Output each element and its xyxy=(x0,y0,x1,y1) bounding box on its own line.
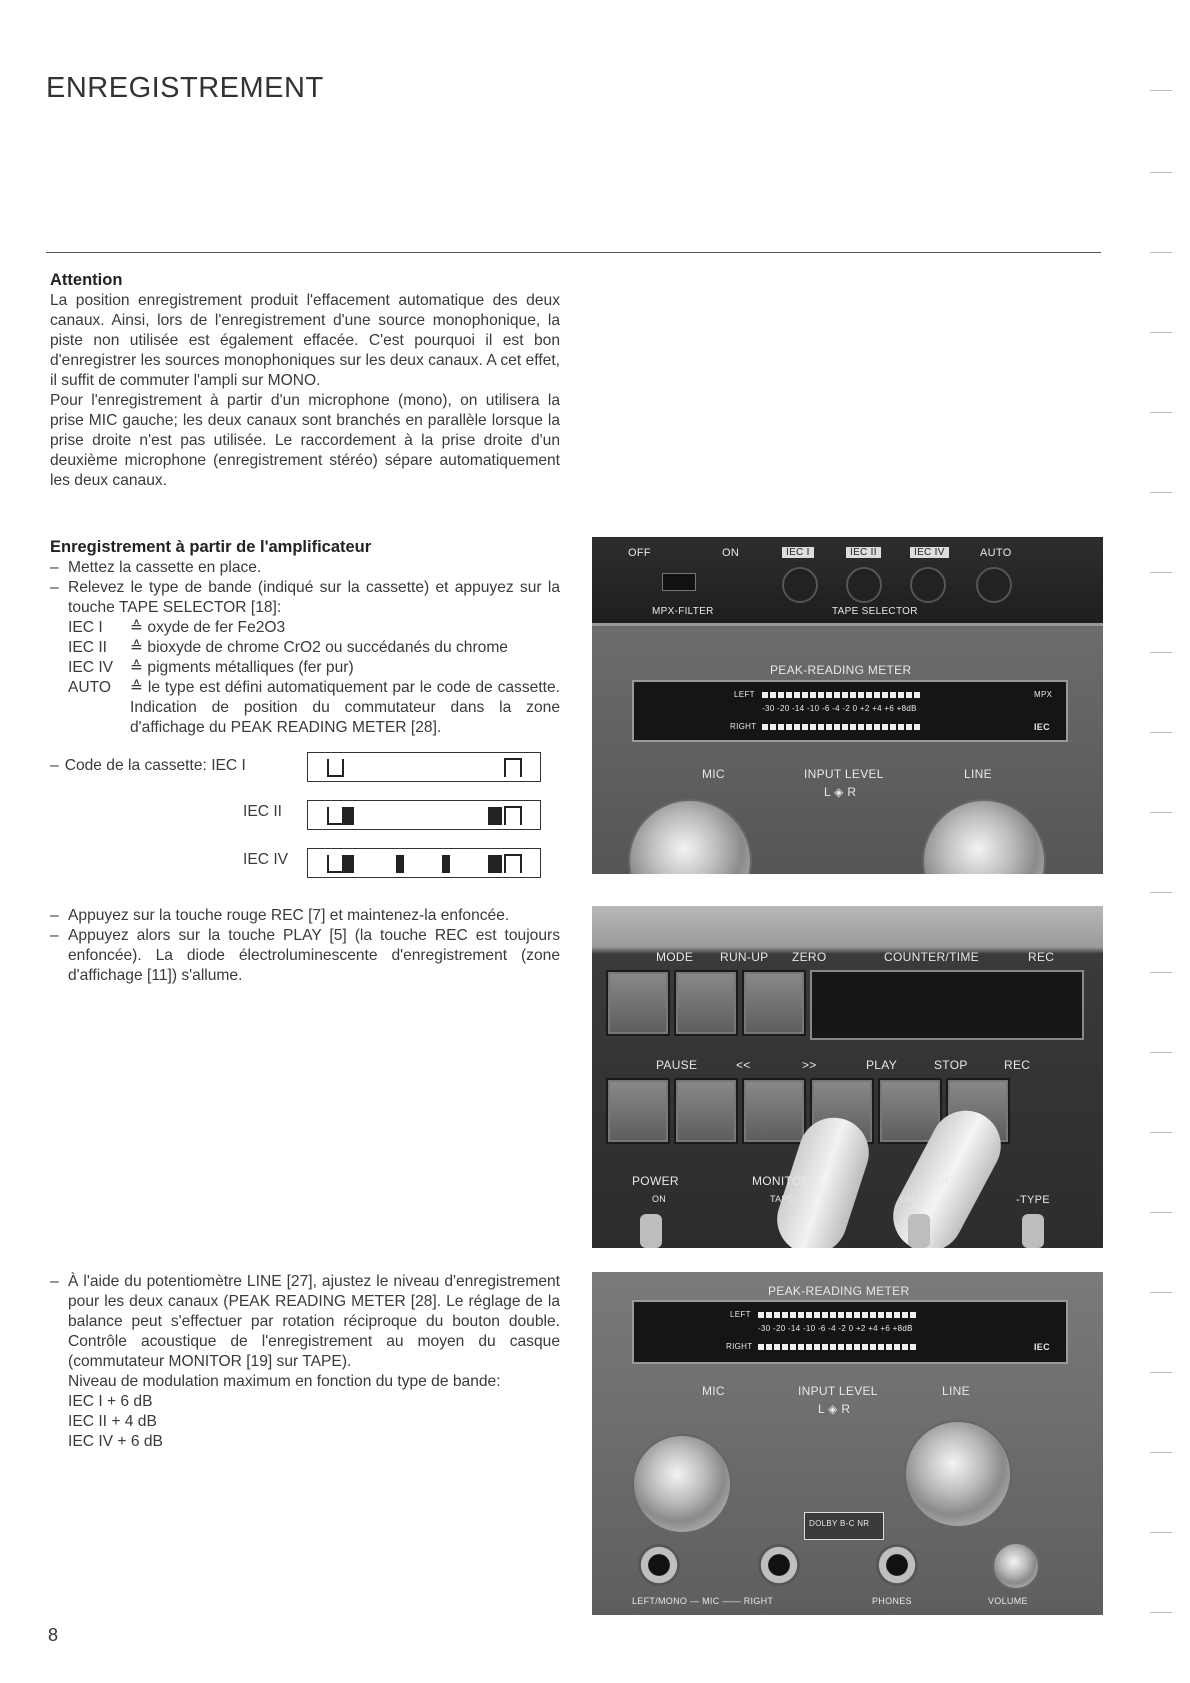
tape-type-key: IEC I xyxy=(68,619,103,636)
tape-type-desc: ≙ le type est défini automatiquement par le code de cassette. Indication de position du commutateur dans la zone d'affichage du PEAK READING METER [28]. xyxy=(130,679,560,736)
photo-transport-panel xyxy=(592,906,1103,1248)
peak-meter-display xyxy=(632,680,1068,742)
meter-title: PEAK-READING METER xyxy=(770,663,912,677)
step-tape-selector: – Relevez le type de bande (indiqué sur la cassette) et appuyez sur la touche TAPE SELECTOR [18]: xyxy=(50,578,560,618)
margin-mark xyxy=(1150,1532,1172,1533)
label-auto: AUTO xyxy=(980,547,1012,559)
meter-bar-right xyxy=(762,724,922,730)
tape-type-row xyxy=(68,658,560,678)
label-play: PLAY xyxy=(866,1058,897,1072)
meter3-left-label: LEFT xyxy=(730,1310,751,1319)
label-iec2: IEC II xyxy=(846,547,881,558)
meter-right-label: RIGHT xyxy=(730,722,757,731)
tape-type-key: AUTO xyxy=(68,679,112,696)
attention-heading: Attention xyxy=(50,271,123,289)
selector-button xyxy=(910,567,946,603)
mic-knob-2 xyxy=(632,1434,732,1534)
dolby-switch xyxy=(908,1214,930,1248)
cassette-code-iec4-label: IEC IV xyxy=(243,851,289,868)
cassette-code-iec4 xyxy=(307,848,541,878)
label-monitor: MONITOR xyxy=(752,1174,811,1188)
label-mpx-filter: MPX-FILTER xyxy=(652,606,714,617)
photo-tape-selector-panel xyxy=(592,537,1103,874)
photo-input-level-panel xyxy=(592,1272,1103,1615)
line-knob-2 xyxy=(904,1420,1012,1528)
rewind-button xyxy=(674,1078,738,1144)
tape-type-key: IEC IV xyxy=(68,659,114,676)
knob3-lr-label: L ◈ R xyxy=(818,1402,851,1416)
header-divider xyxy=(46,252,1101,253)
meter-bar-left xyxy=(762,692,922,698)
margin-mark xyxy=(1150,812,1172,813)
margin-mark xyxy=(1150,1612,1172,1613)
tape-type-desc: ≙ pigments métalliques (fer pur) xyxy=(130,659,354,676)
pause-button xyxy=(606,1078,670,1144)
knob-mic-label: MIC xyxy=(702,767,725,781)
dolby-badge-text: DOLBY B-C NR xyxy=(809,1519,870,1528)
label-zero: ZERO xyxy=(792,950,827,964)
attention-paragraph-2: Pour l'enregistrement à partir d'un microphone (mono), on utilisera la prise MIC gauche; les deux canaux sont branchés en parallèle lorsque la prise droite n'est pas utilisée. Le raccordement à la prise droite d'un deuxième microphone (enregistrement stéréo) sépare automatiquement les deux canaux. xyxy=(50,392,560,489)
selector-button xyxy=(846,567,882,603)
label-dolby-on: ON xyxy=(900,1194,915,1204)
meter3-bar-left xyxy=(758,1312,918,1318)
step-rec: – Appuyez sur la touche rouge REC [7] et maintenez-la enfoncée. xyxy=(50,906,560,926)
label-rewind: << xyxy=(736,1058,751,1072)
margin-mark xyxy=(1150,1292,1172,1293)
label-tape-selector: TAPE SELECTOR xyxy=(832,606,918,617)
label-iec1: IEC I xyxy=(782,547,814,558)
volume-knob xyxy=(992,1542,1040,1590)
attention-section xyxy=(50,270,560,491)
cassette-code-label: – Code de la cassette: IEC I xyxy=(50,757,246,774)
level-list xyxy=(50,1392,560,1452)
zero-button xyxy=(742,970,806,1036)
step-line-level: – À l'aide du potentiomètre LINE [27], ajustez le niveau d'enregistrement pour les deux canaux (PEAK READING METER [28]. Le réglage de la balance peut s'effectuer par rotation réciproque du bouton double. Contrôle acoustique de l'enregistrement au moyen du casque (commutateur MONITOR [19] sur TAPE). xyxy=(50,1272,560,1372)
mpx-switch xyxy=(662,573,696,591)
amp-heading: Enregistrement à partir de l'amplificateur xyxy=(50,538,372,556)
label-iec4: IEC IV xyxy=(910,547,949,558)
fast-forward-button xyxy=(742,1078,806,1144)
meter3-title: PEAK-READING METER xyxy=(768,1284,910,1298)
meter-mpx: MPX xyxy=(1034,690,1053,699)
run-up-button xyxy=(674,970,738,1036)
level-item: IEC I + 6 dB xyxy=(68,1393,153,1410)
amp-section xyxy=(50,537,560,738)
label-phones: PHONES xyxy=(872,1596,912,1606)
meter-scale: -30 -20 -14 -10 -6 -4 -2 0 +2 +4 +6 +8dB xyxy=(762,704,917,713)
mic-left-jack xyxy=(638,1544,680,1586)
meter3-bar-right xyxy=(758,1344,918,1350)
rec-play-steps xyxy=(50,906,560,986)
selector-button xyxy=(976,567,1012,603)
label-monitor-tape: TAPE xyxy=(770,1194,795,1204)
level-item: IEC II + 4 dB xyxy=(68,1413,157,1430)
dolby-badge xyxy=(804,1512,884,1540)
margin-mark xyxy=(1150,1212,1172,1213)
margin-mark xyxy=(1150,1372,1172,1373)
label-run-up: RUN-UP xyxy=(720,950,769,964)
meter3-right-label: RIGHT xyxy=(726,1342,753,1351)
cassette-code-iec1 xyxy=(307,752,541,782)
selector-button xyxy=(782,567,818,603)
step-play: – Appuyez alors sur la touche PLAY [5] (la touche REC est toujours enfoncée). La diode électroluminescente d'enregistrement (zone d'affichage [11]) s'allume. xyxy=(50,926,560,986)
label-power-on: ON xyxy=(652,1194,667,1204)
mic-right-jack xyxy=(758,1544,800,1586)
cassette-code-iec2 xyxy=(307,800,541,830)
margin-mark xyxy=(1150,492,1172,493)
meter3-scale: -30 -20 -14 -10 -6 -4 -2 0 +2 +4 +6 +8dB xyxy=(758,1324,913,1333)
label-stop: STOP xyxy=(934,1058,968,1072)
label-rec-top: REC xyxy=(1028,950,1055,964)
margin-mark xyxy=(1150,652,1172,653)
cassette-code-iec2-label: IEC II xyxy=(243,803,282,820)
margin-mark xyxy=(1150,172,1172,173)
margin-mark xyxy=(1150,572,1172,573)
label-volume: VOLUME xyxy=(988,1596,1028,1606)
knob-lr-label: L ◈ R xyxy=(824,785,857,799)
label-pause: PAUSE xyxy=(656,1058,698,1072)
page-number: 8 xyxy=(48,1625,59,1645)
label-counter-time: COUNTER/TIME xyxy=(884,950,979,964)
margin-mark xyxy=(1150,252,1172,253)
tape-type-key: IEC II xyxy=(68,639,107,656)
label-power: POWER xyxy=(632,1174,679,1188)
margin-mark xyxy=(1150,892,1172,893)
margin-mark xyxy=(1150,1452,1172,1453)
knob-line-label: LINE xyxy=(964,767,992,781)
margin-mark xyxy=(1150,412,1172,413)
label-mode: MODE xyxy=(656,950,694,964)
margin-mark xyxy=(1150,90,1172,91)
level-item: IEC IV + 6 dB xyxy=(68,1433,163,1450)
label-type: -TYPE xyxy=(1016,1194,1050,1206)
power-switch xyxy=(640,1214,662,1248)
margin-mark xyxy=(1150,732,1172,733)
counter-display xyxy=(810,970,1084,1040)
margin-mark xyxy=(1150,1132,1172,1133)
tape-type-row xyxy=(68,638,560,658)
meter-left-label: LEFT xyxy=(734,690,755,699)
knob-input-label: INPUT LEVEL xyxy=(804,767,884,781)
knob3-mic-label: MIC xyxy=(702,1384,725,1398)
knob3-input-label: INPUT LEVEL xyxy=(798,1384,878,1398)
tape-type-desc: ≙ oxyde de fer Fe2O3 xyxy=(130,619,286,636)
tape-type-list xyxy=(50,618,560,738)
margin-mark xyxy=(1150,332,1172,333)
tape-type-row xyxy=(68,618,560,638)
margin-mark xyxy=(1150,1052,1172,1053)
meter-iec: IEC xyxy=(1034,722,1050,732)
knob3-line-label: LINE xyxy=(942,1384,970,1398)
level-intro: Niveau de modulation maximum en fonction du type de bande: xyxy=(68,1373,501,1390)
phones-jack xyxy=(876,1544,918,1586)
mode-button xyxy=(606,970,670,1036)
margin-mark xyxy=(1150,972,1172,973)
label-fast-forward: >> xyxy=(802,1058,817,1072)
tape-type-row xyxy=(68,678,560,738)
step-insert-cassette: – Mettez la cassette en place. xyxy=(50,558,560,578)
label-off: OFF xyxy=(628,547,651,559)
label-dolby-partial: DO xyxy=(936,1174,955,1188)
level-step xyxy=(50,1272,560,1452)
peak-meter-display-2 xyxy=(632,1300,1068,1364)
label-rec-bottom: REC xyxy=(1004,1058,1031,1072)
label-on: ON xyxy=(722,547,740,559)
label-mic-jacks: LEFT/MONO — MIC —— RIGHT xyxy=(632,1596,774,1606)
type-switch xyxy=(1022,1214,1044,1248)
tape-type-desc: ≙ bioxyde de chrome CrO2 ou succédanés du chrome xyxy=(130,639,508,656)
meter3-iec: IEC xyxy=(1034,1342,1050,1352)
attention-paragraph-1: La position enregistrement produit l'effacement automatique des deux canaux. Ainsi, lors de l'enregistrement d'une source monophonique, la piste non utilisée est également effacée. C'est pourquoi il est bon d'enregistrer les sources monophoniques sur les deux canaux. A cet effet, il suffit de commuter l'ampli sur MONO. xyxy=(50,292,560,389)
page-title: ENREGISTREMENT xyxy=(46,72,324,104)
